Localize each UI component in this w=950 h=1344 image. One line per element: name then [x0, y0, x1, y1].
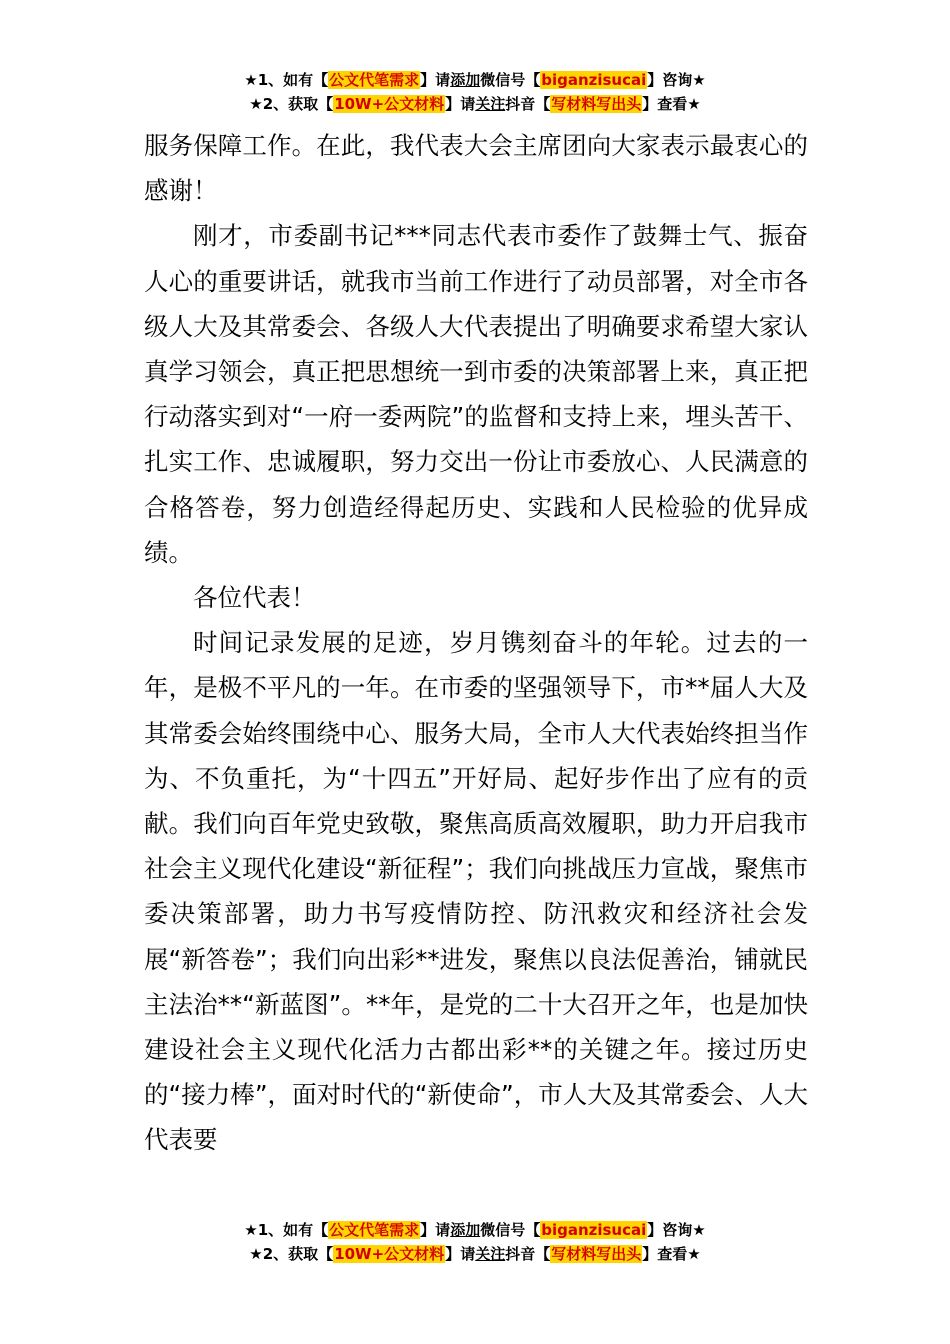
highlight-service: 公文代笔需求	[329, 71, 420, 89]
document-body	[144, 123, 808, 1163]
promo-line-2: ★2、获取【10W+公文材料】请关注抖音【写材料写出头】查看★	[249, 1245, 701, 1263]
promo-line-1: ★1、如有【公文代笔需求】请添加微信号【biganzisucai】咨询★	[244, 71, 706, 89]
paragraph-1: 服务保障工作。在此，我代表大会主席团向大家表示最衷心的感谢！	[144, 131, 808, 206]
highlight-service: 公文代笔需求	[329, 1221, 420, 1239]
highlight-wechat-id: biganzisucai	[541, 71, 647, 89]
paragraph-4: 时间记录发展的足迹，岁月镌刻奋斗的年轮。过去的一年，是极不平凡的一年。在市委的坚强领导下，市**届人大及其常委会始终围绕中心、服务大局，全市人大代表始终担当作为、不负重托，为“十四五”开好局、起好步作出了应有的贡献。我们向百年党史致敬，聚焦高质高效履职，助力开启我市社会主义现代化建设“新征程”；我们向挑战压力宣战，聚焦市委决策部署，助力书写疫情防控、防汛救灾和经济社会发展“新答卷”；我们向出彩**进发，聚焦以良法促善治，铺就民主法治**“新蓝图”。**年，是党的二十大召开之年，也是加快建设社会主义现代化活力古都出彩**的关键之年。接过历史的“接力棒”，面对时代的“新使命”，市人大及其常委会、人大代表要	[144, 628, 808, 1155]
highlight-douyin-id: 写材料写出头	[551, 95, 642, 113]
paragraph-3: 各位代表！	[193, 583, 316, 613]
highlight-materials: 10W+公文材料	[334, 1245, 445, 1263]
promo-banner-top	[0, 68, 950, 116]
highlight-wechat-id: biganzisucai	[541, 1221, 647, 1239]
promo-line-2: ★2、获取【10W+公文材料】请关注抖音【写材料写出头】查看★	[249, 95, 701, 113]
highlight-douyin-id: 写材料写出头	[551, 1245, 642, 1263]
promo-banner-bottom	[0, 1218, 950, 1266]
highlight-materials: 10W+公文材料	[334, 95, 445, 113]
promo-line-1: ★1、如有【公文代笔需求】请添加微信号【biganzisucai】咨询★	[244, 1221, 706, 1239]
paragraph-2: 刚才，市委副书记***同志代表市委作了鼓舞士气、振奋人心的重要讲话，就我市当前工作进行了动员部署，对全市各级人大及其常委会、各级人大代表提出了明确要求希望大家认真学习领会，真正把思想统一到市委的决策部署上来，真正把行动落实到对“一府一委两院”的监督和支持上来，埋头苦干、扎实工作、忠诚履职，努力交出一份让市委放心、人民满意的合格答卷，努力创造经得起历史、实践和人民检验的优异成绩。	[144, 221, 808, 567]
